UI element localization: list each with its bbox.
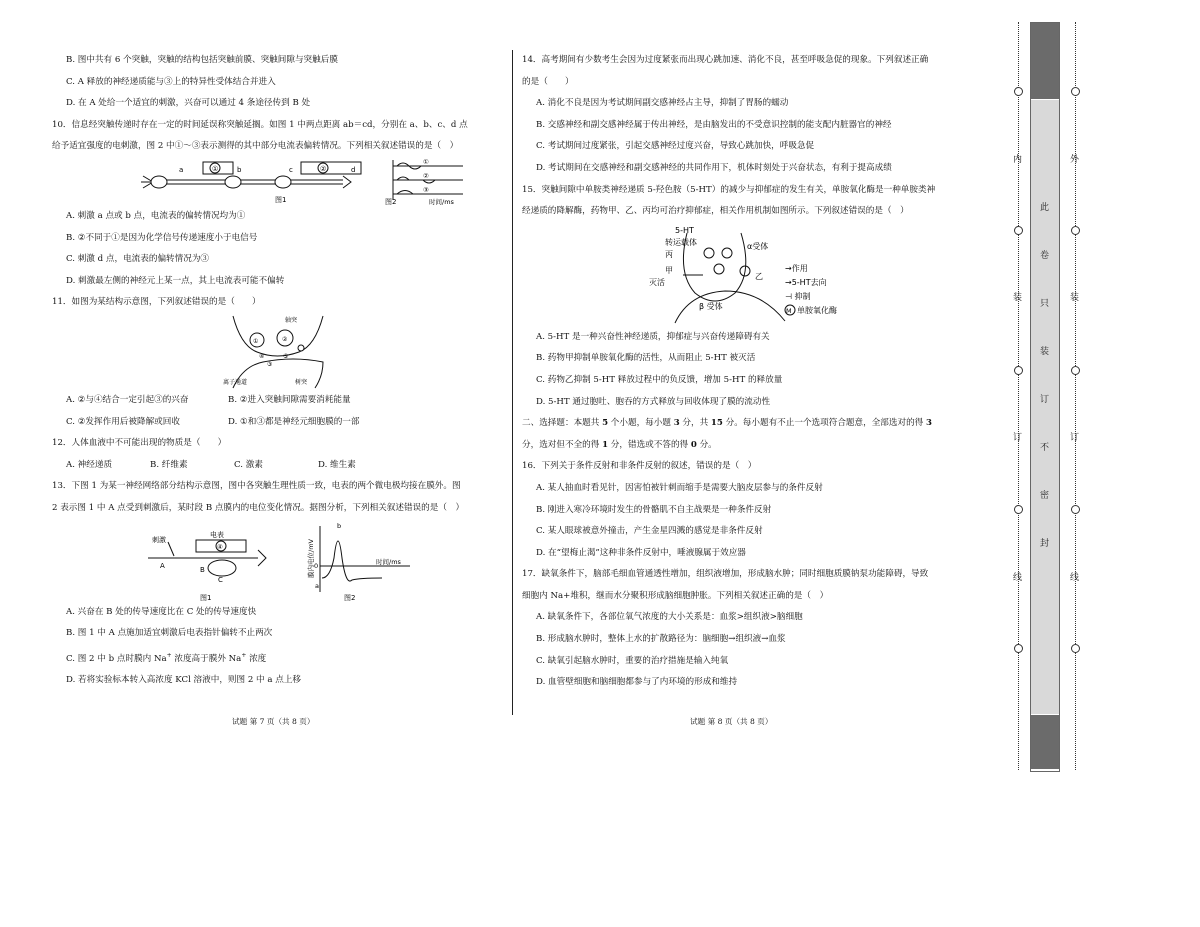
legend-inhibit: ⊣ 抑制: [784, 291, 811, 301]
page-footer-right: 试题 第 8 页（共 8 页）: [690, 717, 773, 726]
axon-label: 轴突: [285, 316, 298, 324]
binding-center-char: 密: [1040, 491, 1050, 501]
zero-label: 0: [314, 561, 319, 570]
q10-figure: [93, 158, 463, 206]
q16-stem: 16．下列关于条件反射和非条件反射的叙述，错误的是（ ）: [522, 461, 757, 472]
meter-1-label: ①: [212, 164, 219, 173]
q10-option-d: D. 刺激最左侧的神经元上某一点，其上电流表可能不偏转: [66, 275, 285, 286]
point-d: d: [351, 165, 356, 174]
num-5: ⑤: [283, 352, 289, 360]
q10-option-c: C. 刺激 d 点，电流表的偏转情况为③: [66, 254, 210, 265]
num-2: ②: [282, 335, 288, 343]
point-a: a: [179, 165, 184, 174]
binding-center-char: 订: [1040, 395, 1050, 405]
binding-strip-bottom-block: [1031, 715, 1059, 769]
q12-option-b: B. 纤维素: [150, 459, 188, 470]
q11-option-d: D. ①和③都是神经元细胞膜的一部: [228, 416, 360, 427]
q13-figure: [138, 520, 418, 602]
fig-transporter: 转运载体: [664, 237, 697, 247]
q14-option-c: C. 考试期间过度紧张，引起交感神经过度兴奋，导致心跳加快，呼吸急促: [536, 141, 815, 152]
ring-mark: [1014, 505, 1023, 514]
mao-icon: M: [785, 306, 792, 315]
meter-2-label: ②: [320, 164, 327, 173]
ring-mark: [1071, 644, 1080, 653]
q12-option-a: A. 神经递质: [66, 459, 113, 470]
q14-option-b: B. 交感神经和副交感神经属于传出神经，是由脑发出的不受意识控制的能支配内脏器官的神经: [536, 119, 892, 130]
q17-option-d: D. 血管壁细胞和脑细胞都参与了内环境的形成和维持: [536, 677, 738, 688]
q11-stem: 11．如图为某结构示意图，下列叙述错误的是（ ）: [52, 297, 261, 308]
q13-option-d: D. 若将实验标本转入高浓度 KCl 溶液中，则图 2 中 a 点上移: [66, 675, 302, 686]
point-B: B: [200, 565, 205, 574]
num-1: ①: [253, 337, 259, 345]
q17-option-b: B. 形成脑水肿时，整体上水的扩散路径为：脑细胞→组织液→血浆: [536, 634, 786, 645]
q11-option-c: C. ②发挥作用后被降解或回收: [66, 416, 180, 427]
binding-right-mark-3: 线: [1070, 573, 1080, 583]
q11-options-row2: [52, 412, 504, 434]
peak-b: b: [337, 521, 342, 530]
num-4: ④: [259, 352, 265, 360]
dendrite-label: 树突: [295, 378, 308, 386]
binding-center-char: 此: [1040, 203, 1050, 213]
wave-mark-2: ②: [423, 171, 429, 180]
q13-ylabel: 膜内电位/mV: [307, 538, 315, 578]
q10-option-a: A. 刺激 a 点或 b 点，电流表的偏转情况均为①: [66, 210, 246, 221]
ring-mark: [1014, 366, 1023, 375]
wave-mark-1: ①: [423, 157, 429, 166]
q16-option-b: B. 刚进入寒冷环境时发生的骨骼肌不自主战栗是一种条件反射: [536, 504, 772, 515]
legend-5ht-flow: →5-HT去向: [784, 277, 827, 287]
q17-stem-line2: 细胞内 Na+堆积，继而水分聚积形成脑细胞肿胀。下列相关叙述正确的是（ ）: [522, 590, 829, 601]
fig-alpha: α受体: [746, 241, 768, 251]
point-c: c: [289, 165, 293, 174]
point-a-label: a: [315, 581, 319, 590]
q10-stem-line2: 给予适宜强度的电刺激，图 2 中①～③表示测得的其中部分电流表偏转情况。下列相关叙述错误的是（ ）: [52, 141, 459, 152]
binding-center-char: 装: [1040, 347, 1050, 357]
page-footer-left: 试题 第 7 页（共 8 页）: [232, 717, 315, 726]
q15-stem-line2: 经递质的降解酶，药物甲、乙、丙均可治疗抑郁症，相关作用机制如图所示。下列叙述错误的是（ ）: [522, 206, 909, 217]
q17-stem-line1: 17．缺氧条件下，脑部毛细血管通透性增加，组织液增加，形成脑水肿；同时细胞质膜钠泵功能障碍，导致: [522, 569, 929, 580]
wave-mark-3: ③: [423, 185, 429, 194]
q9-option-b: B. 图中共有 6 个突触，突触的结构包括突触前膜、突触间隙与突触后膜: [66, 55, 338, 65]
q12-stem: 12．人体血液中不可能出现的物质是（ ）: [52, 438, 227, 449]
q15-figure: [635, 223, 875, 327]
q13-option-a: A. 兴奋在 B 处的传导速度比在 C 处的传导速度快: [66, 606, 257, 617]
q16-option-c: C. 某人眼球被意外撞击，产生金星四溅的感觉是非条件反射: [536, 526, 763, 537]
ring-mark: [1014, 87, 1023, 96]
ring-mark: [1014, 226, 1023, 235]
q13-option-c: C. 图 2 中 b 点时膜内 Na+ 浓度高于膜外 Na+ 浓度: [66, 651, 267, 664]
q12-option-d: D. 维生素: [318, 459, 356, 470]
q10-stem-line1: 10．信息经突触传递时存在一定的时间延误称突触延搁。如图 1 中两点距离 ab＝cd，分别在 a、b、c、d 点: [52, 119, 468, 130]
q12-option-c: C. 激素: [234, 459, 263, 470]
stim-label: 刺激: [152, 535, 166, 544]
q14-stem-line2: 的是（ ）: [522, 76, 574, 87]
q9-option-d: D. 在 A 处给一个适宜的刺激，兴奋可以通过 4 条途径传到 B 处: [66, 98, 311, 109]
legend-action: →作用: [784, 263, 808, 273]
q13-fig1-caption: 图1: [200, 593, 212, 602]
q10-option-b: B. ②不同于①是因为化学信号传递速度小于电信号: [66, 232, 258, 243]
ring-mark: [1071, 505, 1080, 514]
fig-jia: 甲: [664, 265, 673, 275]
q10-fig1-caption: 图1: [275, 195, 287, 204]
column-divider: [512, 50, 513, 715]
binding-strip-center: [1031, 100, 1059, 714]
binding-center-char: 卷: [1040, 251, 1050, 261]
binding-inner-label: 内: [1013, 155, 1023, 165]
q10-fig2-caption: 图2: [385, 197, 397, 206]
q16-option-d: D. 在“望梅止渴”这种非条件反射中，唾液腺属于效应器: [536, 547, 746, 558]
q15-option-b: B. 药物甲抑制单胺氧化酶的活性，从而阻止 5-HT 被灭活: [536, 353, 756, 364]
fig-5ht: 5-HT: [674, 225, 694, 235]
binding-line-outer: [1075, 22, 1076, 770]
section2-line2: 分，选对但不全的得 1 分，错选或不答的得 0 分。: [522, 439, 717, 450]
binding-center-char: 只: [1040, 299, 1050, 309]
q13-fig2-caption: 图2: [344, 593, 356, 602]
q15-option-d: D. 5-HT 通过胞吐、胞吞的方式释放与回收体现了膜的流动性: [536, 396, 771, 407]
q15-option-a: A. 5-HT 是一种兴奋性神经递质，抑郁症与兴奋传递障碍有关: [536, 331, 770, 342]
ring-mark: [1071, 226, 1080, 235]
q12-options: [52, 455, 504, 477]
q16-option-a: A. 某人抽血时看见针，因害怕被针刺而缩手是需要大脑皮层参与的条件反射: [536, 482, 823, 493]
q17-option-a: A. 缺氧条件下，各部位氧气浓度的大小关系是：血浆>组织液>脑细胞: [536, 612, 803, 623]
q11-synapse-figure: [223, 314, 333, 390]
q13-stem-line2: 2 表示图 1 中 A 点受到刺激后，某时段 B 点膜内的电位变化情况。据图分析，下列相关叙述错误的是（ ）: [52, 502, 465, 513]
q14-stem-line1: 14．高考期间有少数考生会因为过度紧张而出现心跳加速、消化不良，甚至呼吸急促的现象。下列叙述正确: [522, 55, 929, 65]
meter-label: 电表: [210, 530, 224, 539]
ring-mark: [1071, 366, 1080, 375]
section2-line1: 二、选择题：本题共 5 个小题，每小题 3 分，共 15 分。每小题有不止一个选项符合题意，全部选对的得 3: [522, 418, 932, 429]
q17-option-c: C. 缺氧引起脑水肿时，重要的治疗措施是输入纯氧: [536, 655, 729, 666]
left-column: [52, 50, 504, 692]
binding-center-char: 不: [1040, 443, 1050, 453]
q13-option-b: B. 图 1 中 A 点施加适宜刺激后电表指针偏转不止两次: [66, 628, 273, 639]
q11-options-row1: [52, 390, 504, 412]
q13-stem-line1: 13．下图 1 为某一神经网络部分结构示意图，图中各突触生理性质一致，电表的两个微电极均接在膜外。图: [52, 481, 461, 492]
fig-bing: 丙: [664, 249, 673, 259]
q13-xlabel: 时间/ms: [376, 557, 401, 566]
point-C: C: [218, 575, 223, 584]
binding-outer-label: 外: [1070, 155, 1080, 165]
q10-time-label: 时间/ms: [429, 197, 454, 206]
ring-mark: [1071, 87, 1080, 96]
legend-mao: 单胺氧化酶: [796, 305, 837, 315]
q13-meter-mark: ④: [217, 542, 223, 551]
binding-left-mark-1: 装: [1013, 293, 1023, 303]
fig-beta: β 受体: [698, 301, 723, 311]
fig-inactivate: 灭活: [648, 277, 665, 287]
binding-line-inner: [1018, 22, 1019, 770]
binding-left-mark-3: 线: [1013, 573, 1023, 583]
q15-option-c: C. 药物乙抑制 5-HT 释放过程中的负反馈，增加 5-HT 的释放量: [536, 374, 783, 385]
num-3: ③: [267, 360, 273, 368]
binding-right-mark-2: 订: [1070, 433, 1080, 443]
q9-option-c: C. A 释放的神经递质能与③上的特异性受体结合并进入: [66, 76, 276, 87]
q11-option-a: A. ②与④结合一定引起③的兴奋: [66, 394, 189, 405]
ion-channel-label: 离子通道: [223, 378, 248, 386]
q11-option-b: B. ②进入突触间隙需要消耗能量: [228, 394, 351, 405]
binding-center-char: 封: [1040, 539, 1050, 549]
point-A: A: [160, 561, 165, 570]
binding-right-mark-1: 装: [1070, 293, 1080, 303]
binding-left-mark-2: 订: [1013, 433, 1023, 443]
fig-yi: 乙: [754, 271, 763, 281]
point-b: b: [237, 165, 242, 174]
ring-mark: [1014, 644, 1023, 653]
q15-stem-line1: 15．突触间隙中单胺类神经递质 5-羟色胺（5-HT）的减少与抑郁症的发生有关，单胺氧化酶是一种单胺类神: [522, 184, 936, 195]
binding-strip-top-block: [1031, 23, 1059, 99]
q14-option-a: A. 消化不良是因为考试期间副交感神经占主导，抑制了胃肠的蠕动: [536, 98, 789, 109]
right-column: [522, 50, 987, 694]
current-waveforms: [393, 157, 463, 200]
q14-option-d: D. 考试期间在交感神经和副交感神经的共同作用下，机体时刻处于兴奋状态，有利于提高成绩: [536, 162, 892, 173]
